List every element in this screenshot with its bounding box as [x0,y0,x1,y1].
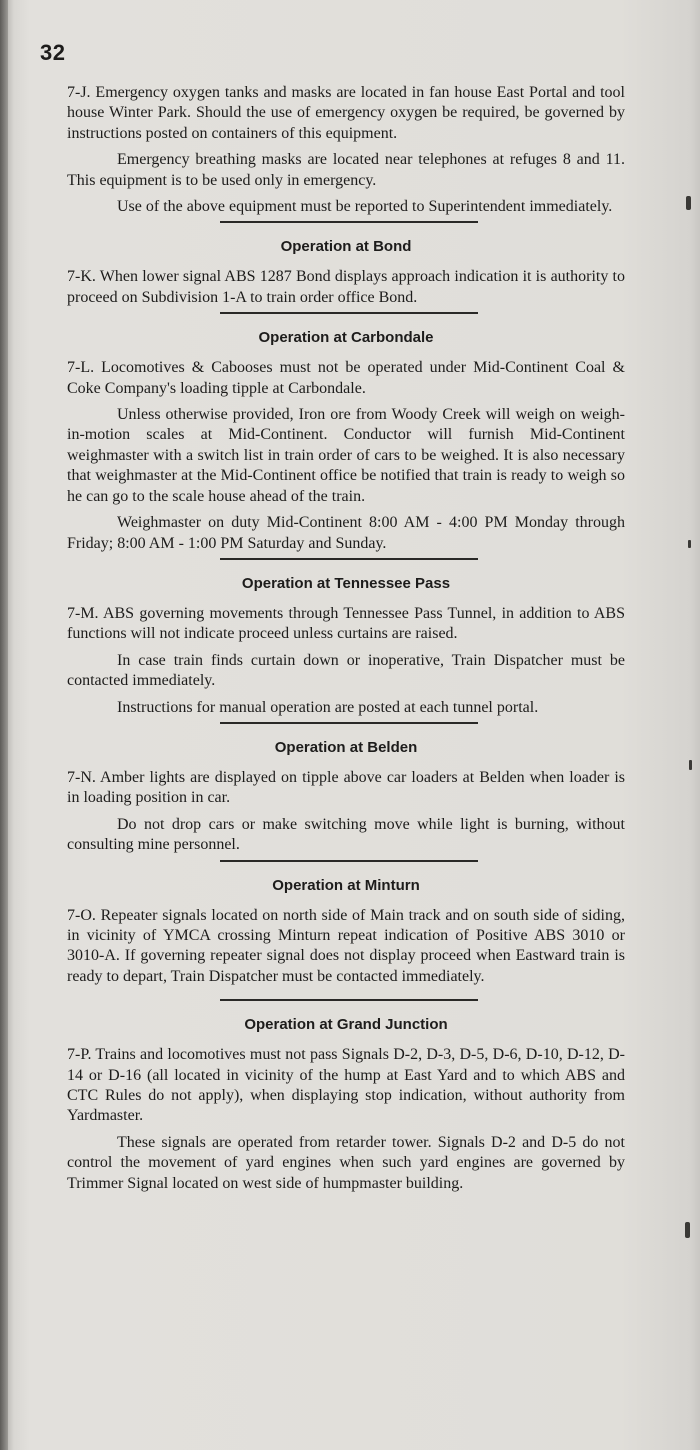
section-heading: Operation at Bond [280,238,412,256]
section-heading: Operation at Minturn [272,876,420,894]
section-divider [220,221,478,223]
section-divider [220,558,478,560]
section-belden [67,738,625,862]
paragraph-do-not-drop-cars: Do not drop cars or make switching move while light is burning, without consulting mine personnel. [67,815,625,854]
page-binding-edge [0,0,8,1450]
paragraph-iron-ore: Unless otherwise provided, Iron ore from Woody Creek will weigh on weigh-in-motion scales at Mid-Continent. Conductor will furnish Mid-Continent weighmaster with a switch list in train order of cars to be weighed. It is also necessary that weighmaster at the Mid-Continent office be notified that train is ready to weigh so he can go to the scale house ahead of the train. [67,406,625,505]
section-heading: Operation at Belden [274,738,418,756]
paragraph-weighmaster-hours: Weighmaster on duty Mid-Continent 8:00 AM - 4:00 PM Monday through Friday; 8:00 AM - 1:00 PM Saturday and Sunday. [67,514,625,552]
section-grand-junction [67,1015,625,1194]
page-content [67,83,625,1194]
paragraph-7n: 7-N. Amber lights are displayed on tipple above car loaders at Belden when loader is in loading position in car. [67,768,625,807]
section-tennessee-pass [67,574,625,724]
section-heading: Operation at Tennessee Pass [241,574,451,592]
section-divider [220,722,478,724]
section-heading: Operation at Carbondale [258,329,434,347]
section-divider [220,860,478,862]
paragraph-report-use: Use of the above equipment must be reported to Superintendent immediately. [117,198,613,216]
page-number: 32 [40,40,66,65]
section-heading: Operation at Grand Junction [244,1016,448,1034]
paragraph-7o: 7-O. Repeater signals located on north side of Main track and on south side of siding, in vicinity of YMCA crossing Minturn repeat indication of Positive ABS 3010 or 3010-A. If governing repeater signal does not display proceed when Eastward train is ready to depart, Train Dispatcher must be contacted immediately. [67,906,625,985]
paragraph-retarder-tower: These signals are operated from retarder tower. Signals D-2 and D-5 do not control the movement of yard engines when such yard engines are governed by Trimmer Signal located on west side of humpmaster building. [67,1133,625,1192]
paragraph-manual-operation: Instructions for manual operation are posted at each tunnel portal. [117,698,539,716]
section-bond [67,237,625,314]
paragraph-7p: 7-P. Trains and locomotives must not pass Signals D-2, D-3, D-5, D-6, D-10, D-12, D-14 or D-16 (all located in vicinity of the hump at East Yard and to which ABS and CTC Rules do not apply), when displaying stop indication, without authority from Yardmaster. [67,1046,625,1125]
paragraph-curtain-down: In case train finds curtain down or inoperative, Train Dispatcher must be contacted immediately. [67,651,625,690]
paragraph-7m: 7-M. ABS governing movements through Tennessee Pass Tunnel, in addition to ABS functions will not indicate proceed unless curtains are raised. [67,604,625,643]
section-divider [220,312,478,314]
paragraph-7j: 7-J. Emergency oxygen tanks and masks are located in fan house East Portal and tool house Winter Park. Should the use of emergency oxygen be required, be governed by instructions posted on containers of this equipment. [67,84,625,142]
section-divider [220,999,478,1001]
section-carbondale [67,328,625,560]
intro-block [67,83,625,223]
paragraph-emergency-masks: Emergency breathing masks are located near telephones at refuges 8 and 11. This equipment is to be used only in emergency. [67,151,625,189]
paragraph-7l: 7-L. Locomotives & Cabooses must not be operated under Mid-Continent Coal & Coke Company's loading tipple at Carbondale. [67,359,625,397]
section-minturn [67,876,625,1002]
paragraph-7k: 7-K. When lower signal ABS 1287 Bond displays approach indication it is authority to proceed on Subdivision 1-A to train order office Bond. [67,268,625,306]
